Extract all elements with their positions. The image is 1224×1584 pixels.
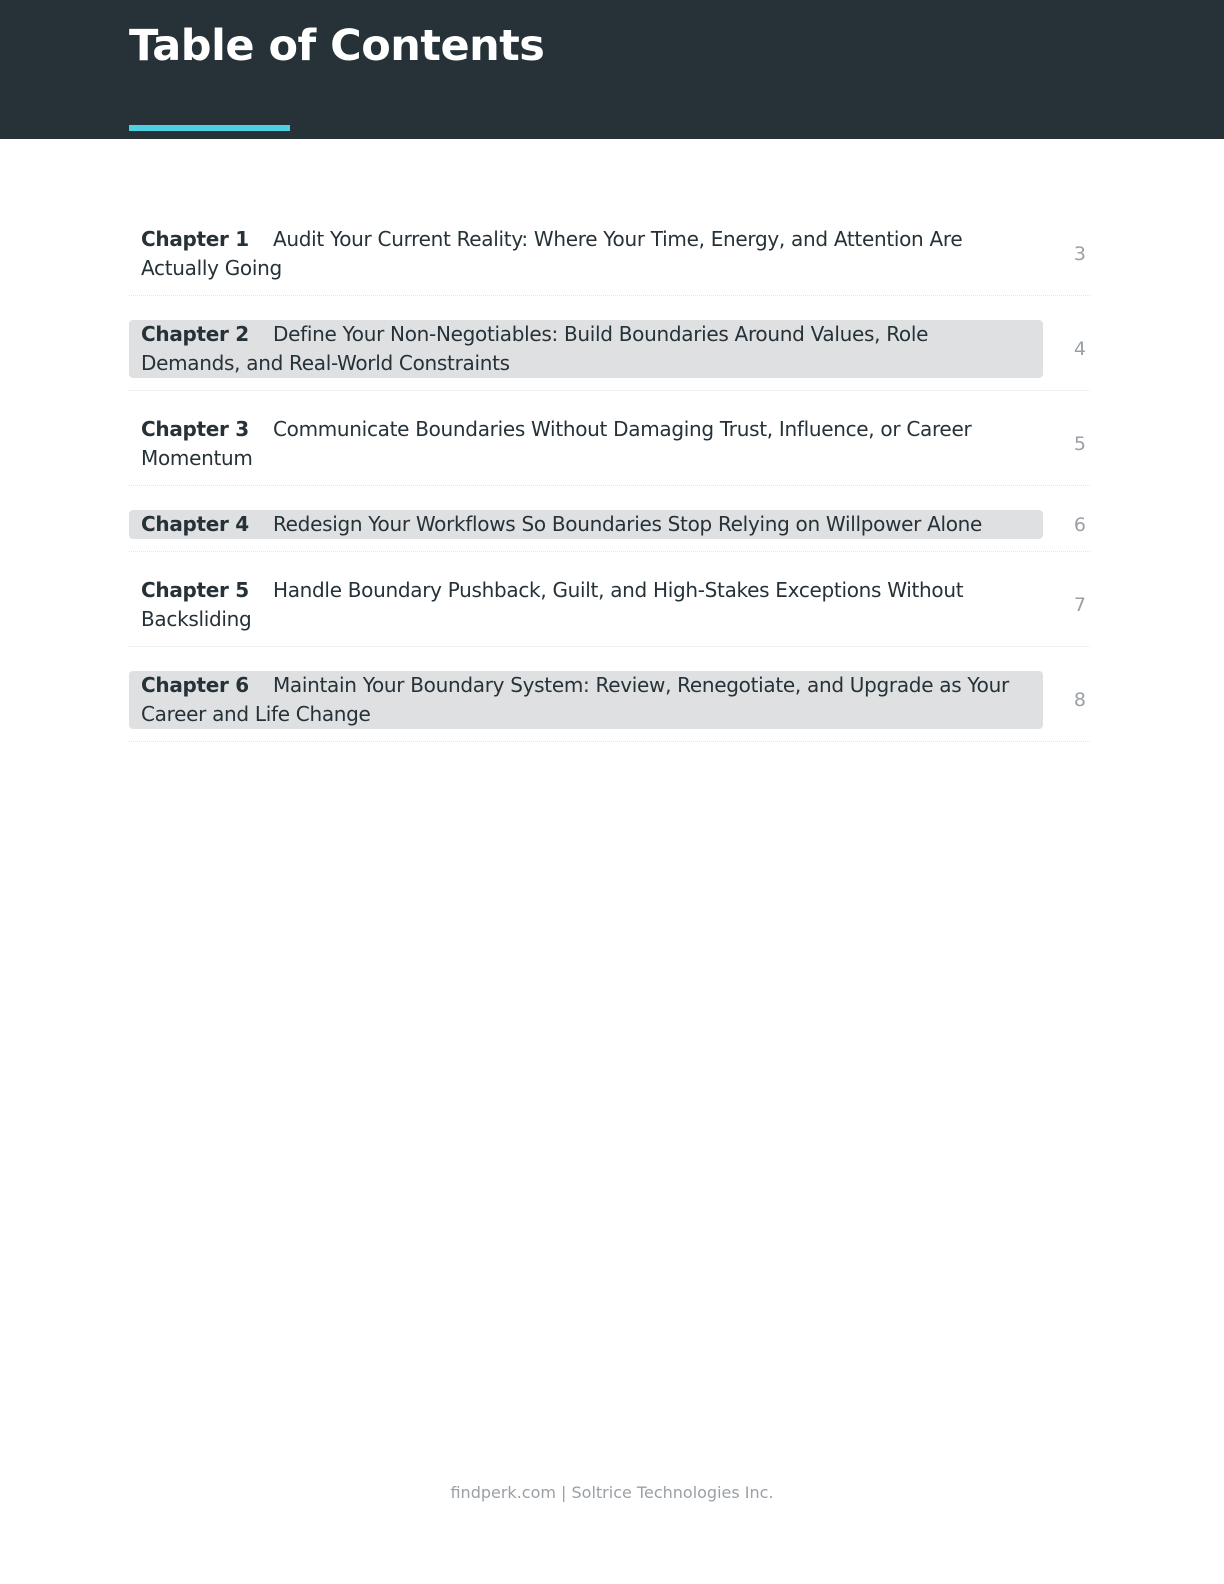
- toc-entry-chapter-4[interactable]: [129, 498, 1090, 552]
- chapter-title: Handle Boundary Pushback, Guilt, and High-Stakes Exceptions Without Backsliding: [141, 578, 964, 631]
- chapter-label: Chapter 2: [141, 322, 249, 346]
- chapter-title: Redesign Your Workflows So Boundaries Stop Relying on Willpower Alone: [272, 512, 983, 536]
- page-number: 3: [1073, 243, 1086, 265]
- chapter-label: Chapter 5: [141, 578, 249, 602]
- toc-entry-chapter-6[interactable]: [129, 659, 1090, 742]
- chapter-title: Maintain Your Boundary System: Review, Renegotiate, and Upgrade as Your Career and Life Change: [141, 673, 1009, 726]
- page-number: 8: [1073, 689, 1086, 711]
- page-footer: findperk.com | Soltrice Technologies Inc.: [450, 1483, 774, 1502]
- toc-entry-text: [129, 320, 1043, 378]
- chapter-title: Audit Your Current Reality: Where Your Time, Energy, and Attention Are Actually Going: [141, 227, 963, 280]
- chapter-label: Chapter 6: [141, 673, 249, 697]
- toc-entry-text: [129, 576, 1043, 634]
- toc-entry-text: [129, 671, 1043, 729]
- toc-entry-chapter-5[interactable]: [129, 564, 1090, 647]
- page-title: Table of Contents: [129, 21, 545, 71]
- table-of-contents: [129, 213, 1090, 742]
- toc-entry-text: [129, 225, 1043, 283]
- toc-entry-chapter-1[interactable]: [129, 213, 1090, 296]
- toc-entry-chapter-2[interactable]: [129, 308, 1090, 391]
- chapter-label: Chapter 1: [141, 227, 249, 251]
- toc-entry-text: [129, 510, 1043, 539]
- page-header: [0, 0, 1224, 139]
- page-number: 6: [1073, 513, 1086, 536]
- chapter-title: Communicate Boundaries Without Damaging Trust, Influence, or Career Momentum: [141, 417, 972, 470]
- page-number: 7: [1073, 594, 1086, 616]
- page-number: 5: [1073, 433, 1086, 455]
- toc-entry-chapter-3[interactable]: [129, 403, 1090, 486]
- toc-entry-text: [129, 415, 1043, 473]
- chapter-label: Chapter 3: [141, 417, 249, 441]
- chapter-title: Define Your Non-Negotiables: Build Boundaries Around Values, Role Demands, and Real-World Constraints: [141, 322, 929, 375]
- chapter-label: Chapter 4: [141, 512, 249, 536]
- title-accent-bar: [129, 125, 290, 131]
- page-number: 4: [1073, 338, 1086, 360]
